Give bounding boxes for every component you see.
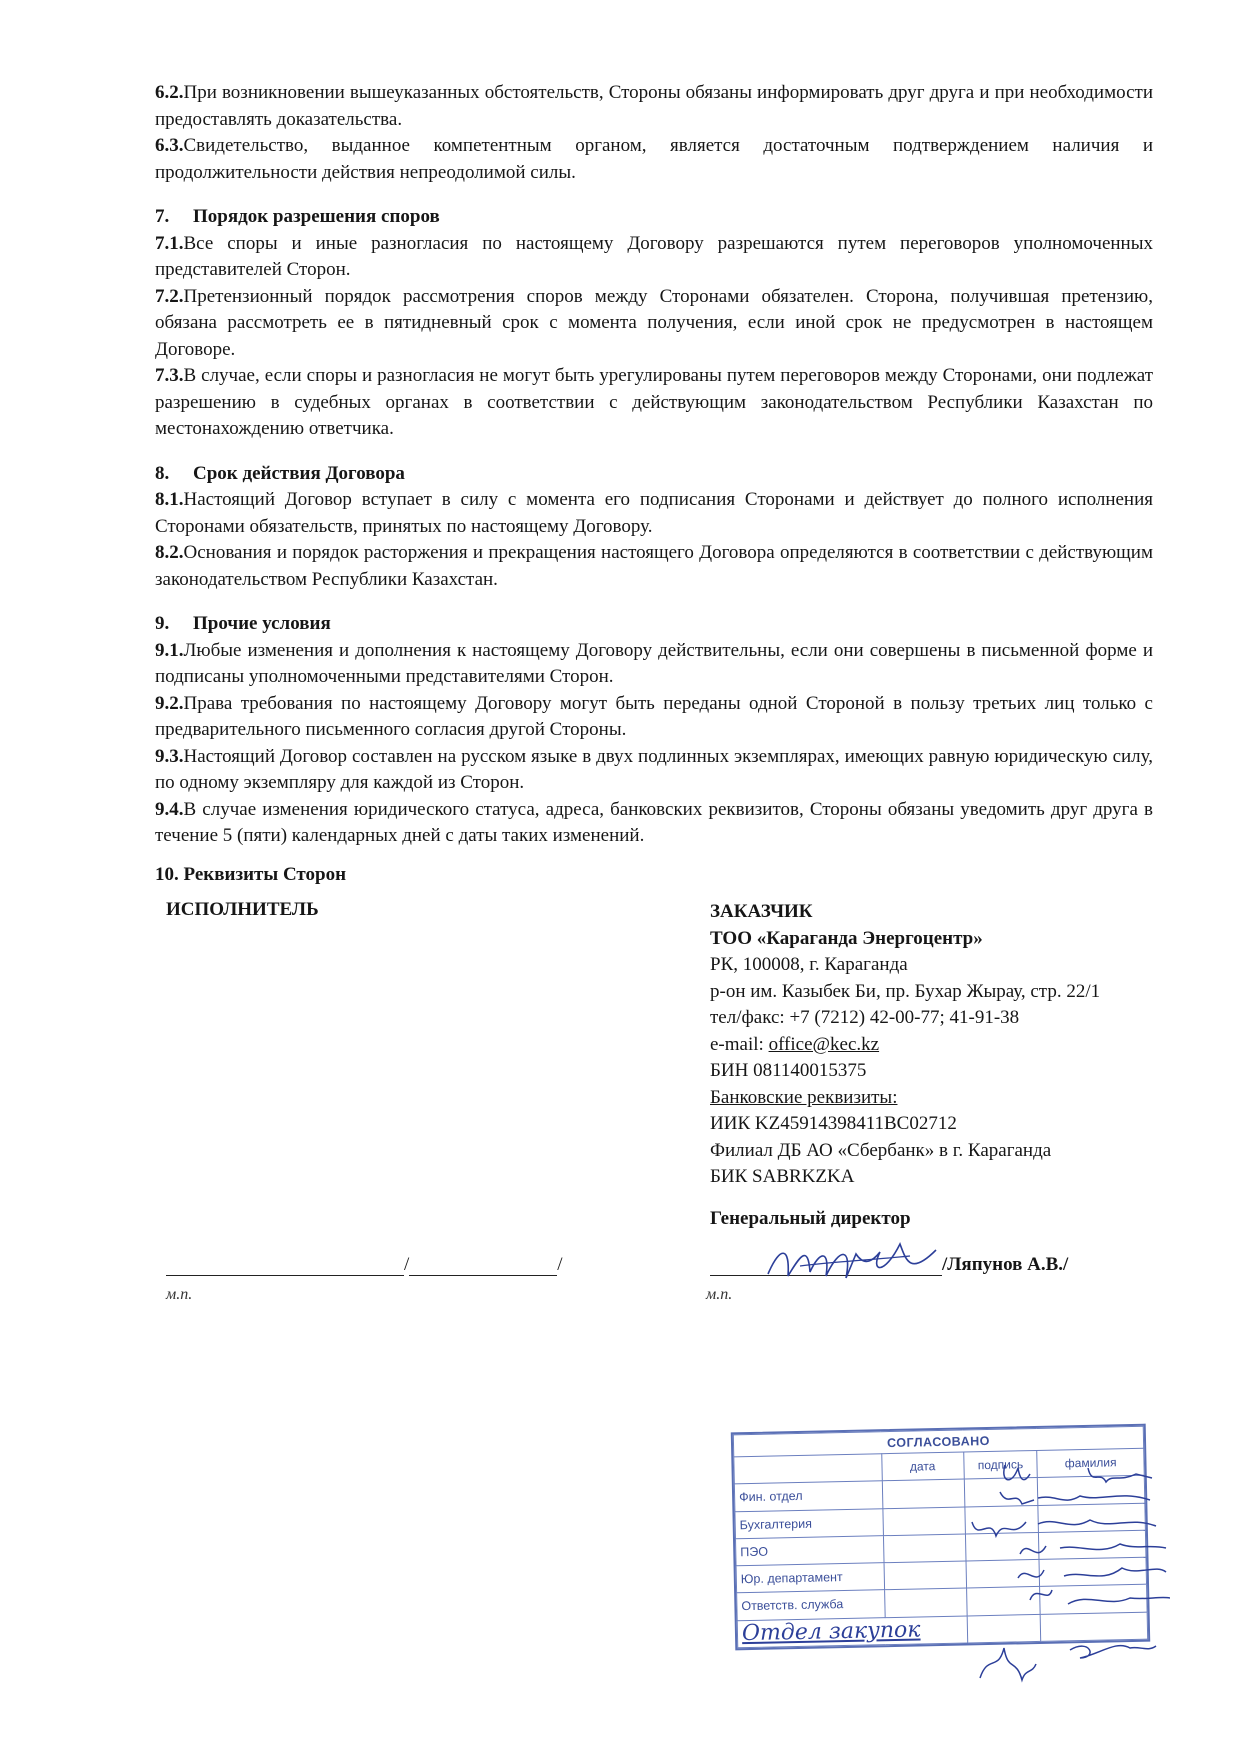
customer-email-line: e-mail: office@kec.kz	[710, 1033, 880, 1055]
executor-seal-mark: м.п.	[166, 1286, 193, 1303]
clause-7-1: 7.1.Все споры и иные разногласия по настоящему Договору разрешаются путем переговоров уполномоченных представителей Сторон.	[155, 232, 1153, 280]
director-title: Генеральный директор	[710, 1208, 911, 1229]
stamp-row: Бухгалтерия	[735, 1503, 1145, 1539]
clause-6-2: 6.2.При возникновении вышеуказанных обстоятельств, Стороны обязаны информировать друг друга и при необходимости предоставлять доказательства.	[155, 82, 1153, 130]
executor-signature-line: / /	[166, 1254, 563, 1276]
stamp-row-handwritten: Отдел закупок	[737, 1612, 1147, 1648]
contract-body	[155, 80, 1153, 850]
stamp-row: Юр. департамент	[736, 1557, 1146, 1593]
stamp-row: Ответств. служба	[737, 1585, 1147, 1621]
customer-details	[710, 899, 1190, 1191]
customer-address-street: р-он им. Казыбек Би, пр. Бухар Жырау, стр. 22/1	[710, 980, 1101, 1002]
customer-phone: тел/факс: +7 (7212) 42-00-77; 41-91-38	[710, 1007, 1020, 1028]
customer-iik: ИИК KZ45914398411BC02712	[710, 1113, 957, 1134]
customer-bank-label: Банковские реквизиты:	[710, 1086, 898, 1108]
customer-bik: БИК SABRKZKA	[710, 1166, 855, 1187]
customer-label: ЗАКАЗЧИК	[710, 901, 813, 922]
customer-email-link[interactable]: office@kec.kz	[768, 1033, 880, 1055]
customer-company: ТОО «Караганда Энергоцентр»	[710, 927, 983, 949]
director-signature	[760, 1236, 950, 1296]
customer-bank: Филиал ДБ АО «Сбербанк» в г. Караганда	[710, 1139, 1052, 1161]
clause-9-4: 9.4.В случае изменения юридического статуса, адреса, банковских реквизитов, Стороны обязаны уведомить друг друга в течение 5 (пяти) календарных дней с даты таких изменений.	[155, 798, 1153, 846]
executor-label: ИСПОЛНИТЕЛЬ	[166, 899, 319, 920]
clause-9-2: 9.2.Права требования по настоящему Договору могут быть переданы одной Стороной в пользу третьих лиц только с предварительного письменного согласия другой Стороны.	[155, 692, 1153, 740]
customer-signature-line: /Ляпунов А.В./	[710, 1254, 1068, 1276]
parties-heading: 10. Реквизиты Сторон	[155, 864, 347, 885]
approval-signatures	[960, 1460, 1170, 1630]
clause-7-3: 7.3.В случае, если споры и разногласия не могут быть урегулированы путем переговоров между Сторонами, они подлежат разрешению в судебных органах в соответствии с действующим законодательством Республики Казахстан по местонахождению ответчика.	[155, 365, 1153, 439]
section-7-heading: 7. Порядок разрешения споров	[155, 206, 440, 227]
clause-8-2: 8.2.Основания и порядок расторжения и прекращения настоящего Договора определяются в соответствии с действующим законодательством Республики Казахстан.	[155, 542, 1153, 590]
stamp-title: СОГЛАСОВАНО	[733, 1426, 1143, 1457]
stamp-col-signature: подпись	[963, 1450, 1037, 1479]
executor-signature-blank	[166, 1255, 404, 1276]
customer-seal-mark: м.п.	[706, 1286, 733, 1303]
extra-signatures	[970, 1628, 1160, 1688]
clause-9-1: 9.1.Любые изменения и дополнения к настоящему Договору действительны, если они совершены в письменной форме и подписаны уполномоченными представителями Сторон.	[155, 639, 1153, 687]
executor-name-blank	[409, 1255, 557, 1276]
customer-bin: БИН 081140015375	[710, 1060, 867, 1081]
stamp-row: ПЭО	[735, 1530, 1145, 1566]
stamp-col-date: дата	[881, 1452, 964, 1481]
clause-6-3: 6.3.Свидетельство, выданное компетентным органом, является достаточным подтверждением наличия и продолжительности действия непреодолимой силы.	[155, 135, 1153, 183]
clause-9-3: 9.3.Настоящий Договор составлен на русском языке в двух подлинных экземплярах, имеющих равную юридическую силу, по одному экземпляру для каждой из Сторон.	[155, 745, 1153, 793]
stamp-row: Фин. отдел	[734, 1476, 1144, 1512]
section-8-heading: 8. Срок действия Договора	[155, 462, 405, 484]
stamp-col-surname: фамилия	[1037, 1448, 1144, 1477]
clause-8-1: 8.1.Настоящий Договор вступает в силу с момента его подписания Сторонами и действует до полного исполнения Сторонами обязательств, принятых по настоящему Договору.	[155, 489, 1153, 537]
section-9-heading: 9. Прочие условия	[155, 613, 331, 634]
customer-address-city: РК, 100008, г. Караганда	[710, 954, 908, 975]
clause-7-2: 7.2.Претензионный порядок рассмотрения споров между Сторонами обязателен. Сторона, получившая претензию, обязана рассмотреть ее в пятидневный срок с момента получения, если иной срок не предусмотрен в настоящем Договоре.	[155, 285, 1153, 360]
